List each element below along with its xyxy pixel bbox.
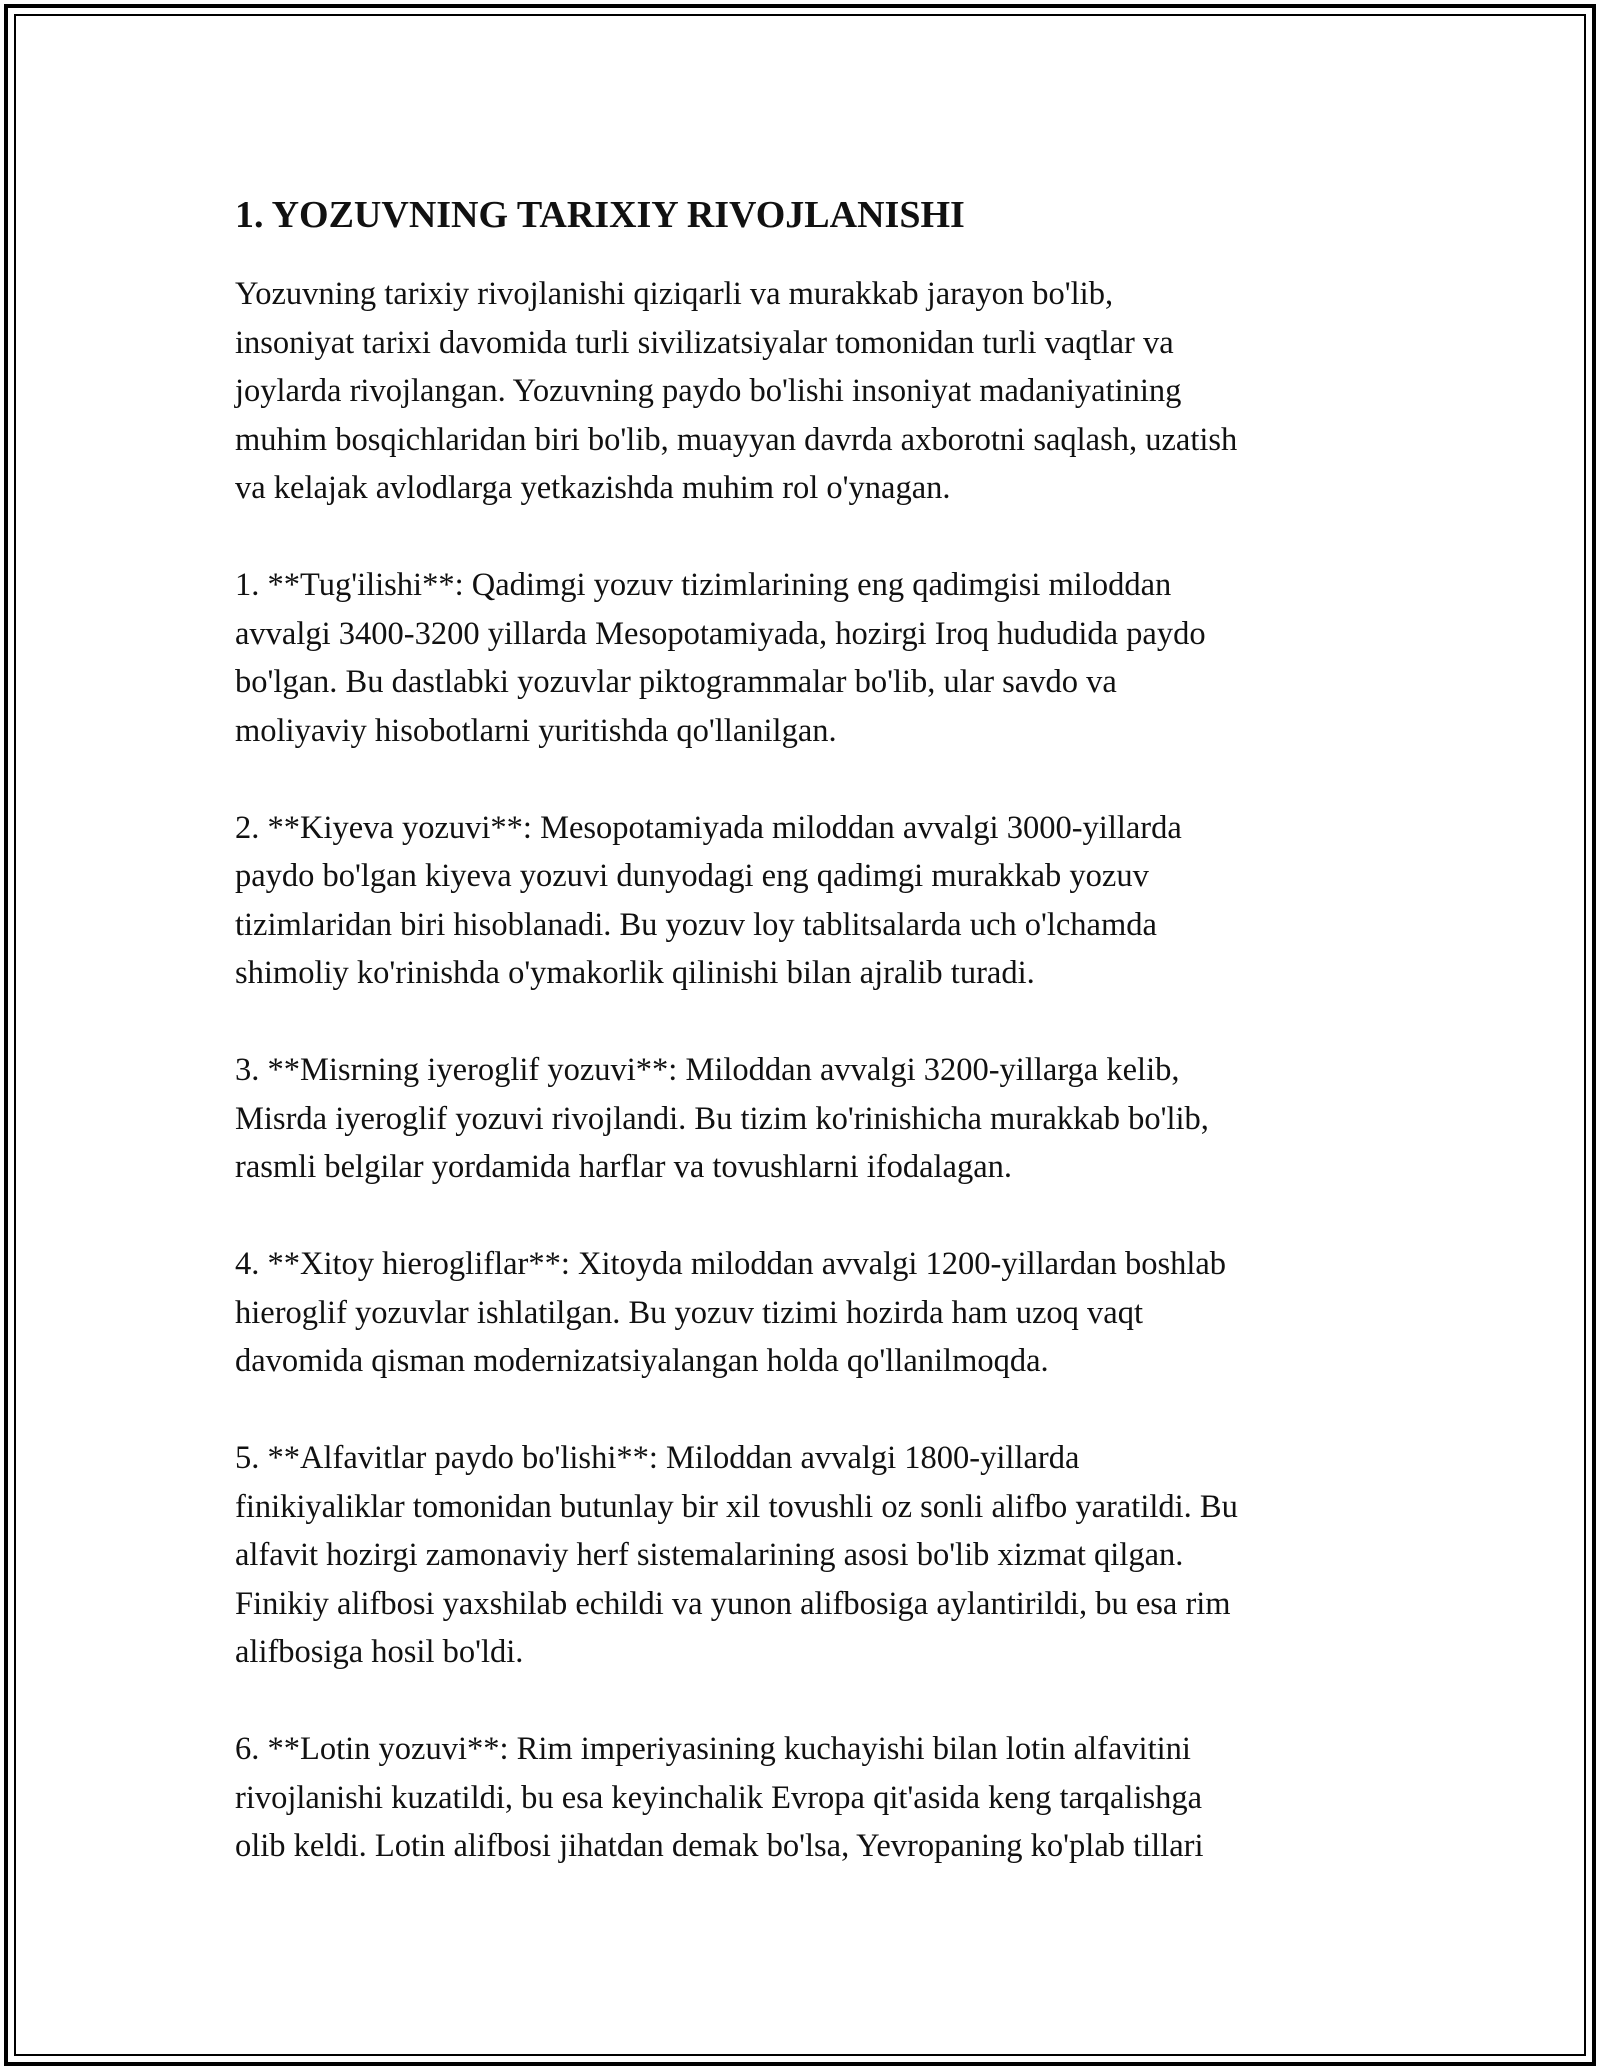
text-line: rasmli belgilar yordamida harflar va tovushlarni ifodalagan. bbox=[235, 1149, 1013, 1185]
text-line: davomida qisman modernizatsiyalangan holda qo'llanilmoqda. bbox=[235, 1343, 1049, 1379]
text-line: paydo bo'lgan kiyeva yozuvi dunyodagi eng qadimgi murakkab yozuv bbox=[235, 858, 1149, 894]
text-line: hieroglif yozuvlar ishlatilgan. Bu yozuv tizimi hozirda ham uzoq vaqt bbox=[235, 1294, 1143, 1331]
text-line: 3. **Misrning iyeroglif yozuvi**: Miloddan avvalgi 3200-yillarga kelib, bbox=[235, 1052, 1180, 1088]
text-line: rivojlanishi kuzatildi, bu esa keyinchalik Evropa qit'asida keng tarqalishga bbox=[235, 1779, 1203, 1816]
text-line: va kelajak avlodlarga yetkazishda muhim rol o'ynagan. bbox=[235, 470, 951, 506]
text-line: alifbosiga hosil bo'ldi. bbox=[235, 1634, 524, 1670]
text-line: alfavit hozirgi zamonaviy herf sistemalarining asosi bo'lib xizmat qilgan. bbox=[235, 1537, 1184, 1573]
text-line: 2. **Kiyeva yozuvi**: Mesopotamiyada miloddan avvalgi 3000-yillarda bbox=[235, 809, 1182, 846]
section-title: 1. YOZUVNING TARIXIY RIVOJLANISHI bbox=[235, 194, 965, 236]
text-line: 6. **Lotin yozuvi**: Rim imperiyasining kuchayishi bilan lotin alfavitini bbox=[235, 1731, 1191, 1767]
text-line: moliyaviy hisobotlarni yuritishda qo'llanilgan. bbox=[235, 712, 837, 749]
text-line: joylarda rivojlangan. Yozuvning paydo bo'lishi insoniyat madaniyatining bbox=[235, 373, 1182, 409]
text-line: shimoliy ko'rinishda o'ymakorlik qilinishi bilan ajralib turadi. bbox=[235, 955, 1035, 991]
paragraph-item-1 bbox=[235, 561, 1385, 755]
text-line: tizimlaridan biri hisoblanadi. Bu yozuv loy tablitsalarda uch o'lchamda bbox=[235, 906, 1157, 943]
text-line: avvalgi 3400-3200 yillarda Mesopotamiyada, hozirgi Iroq hududida paydo bbox=[235, 615, 1206, 652]
text-line: muhim bosqichlaridan biri bo'lib, muayyan davrda axborotni saqlash, uzatish bbox=[235, 421, 1238, 458]
text-line: Yozuvning tarixiy rivojlanishi qiziqarli va murakkab jarayon bo'lib, bbox=[235, 276, 1114, 312]
paragraph-item-2 bbox=[235, 804, 1385, 998]
paragraph-item-5 bbox=[235, 1434, 1385, 1677]
text-line: Finikiy alifbosi yaxshilab echildi va yunon alifbosiga aylantirildi, bu esa rim bbox=[235, 1585, 1231, 1622]
paragraph-item-4 bbox=[235, 1240, 1385, 1386]
text-line: 5. **Alfavitlar paydo bo'lishi**: Miloddan avvalgi 1800-yillarda bbox=[235, 1440, 1080, 1476]
paragraph-item-3 bbox=[235, 1046, 1385, 1192]
text-line: insoniyat tarixi davomida turli sivilizatsiyalar tomonidan turli vaqtlar va bbox=[235, 324, 1174, 361]
text-line: 1. **Tug'ilishi**: Qadimgi yozuv tizimlarining eng qadimgisi miloddan bbox=[235, 567, 1172, 603]
text-line: finikiyaliklar tomonidan butunlay bir xil tovushli oz sonli alifbo yaratildi. Bu bbox=[235, 1488, 1238, 1525]
paragraph-item-6 bbox=[235, 1725, 1385, 1871]
document-body bbox=[235, 188, 1385, 1919]
paragraph-intro bbox=[235, 270, 1385, 513]
text-line: bo'lgan. Bu dastlabki yozuvlar piktogrammalar bo'lib, ular savdo va bbox=[235, 664, 1117, 700]
text-line: Misrda iyeroglif yozuvi rivojlandi. Bu tizim ko'rinishicha murakkab bo'lib, bbox=[235, 1100, 1209, 1137]
text-line: olib keldi. Lotin alifbosi jihatdan demak bo'lsa, Yevropaning ko'plab tillari bbox=[235, 1828, 1204, 1864]
text-line: 4. **Xitoy hierogliflar**: Xitoyda miloddan avvalgi 1200-yillardan boshlab bbox=[235, 1246, 1227, 1282]
